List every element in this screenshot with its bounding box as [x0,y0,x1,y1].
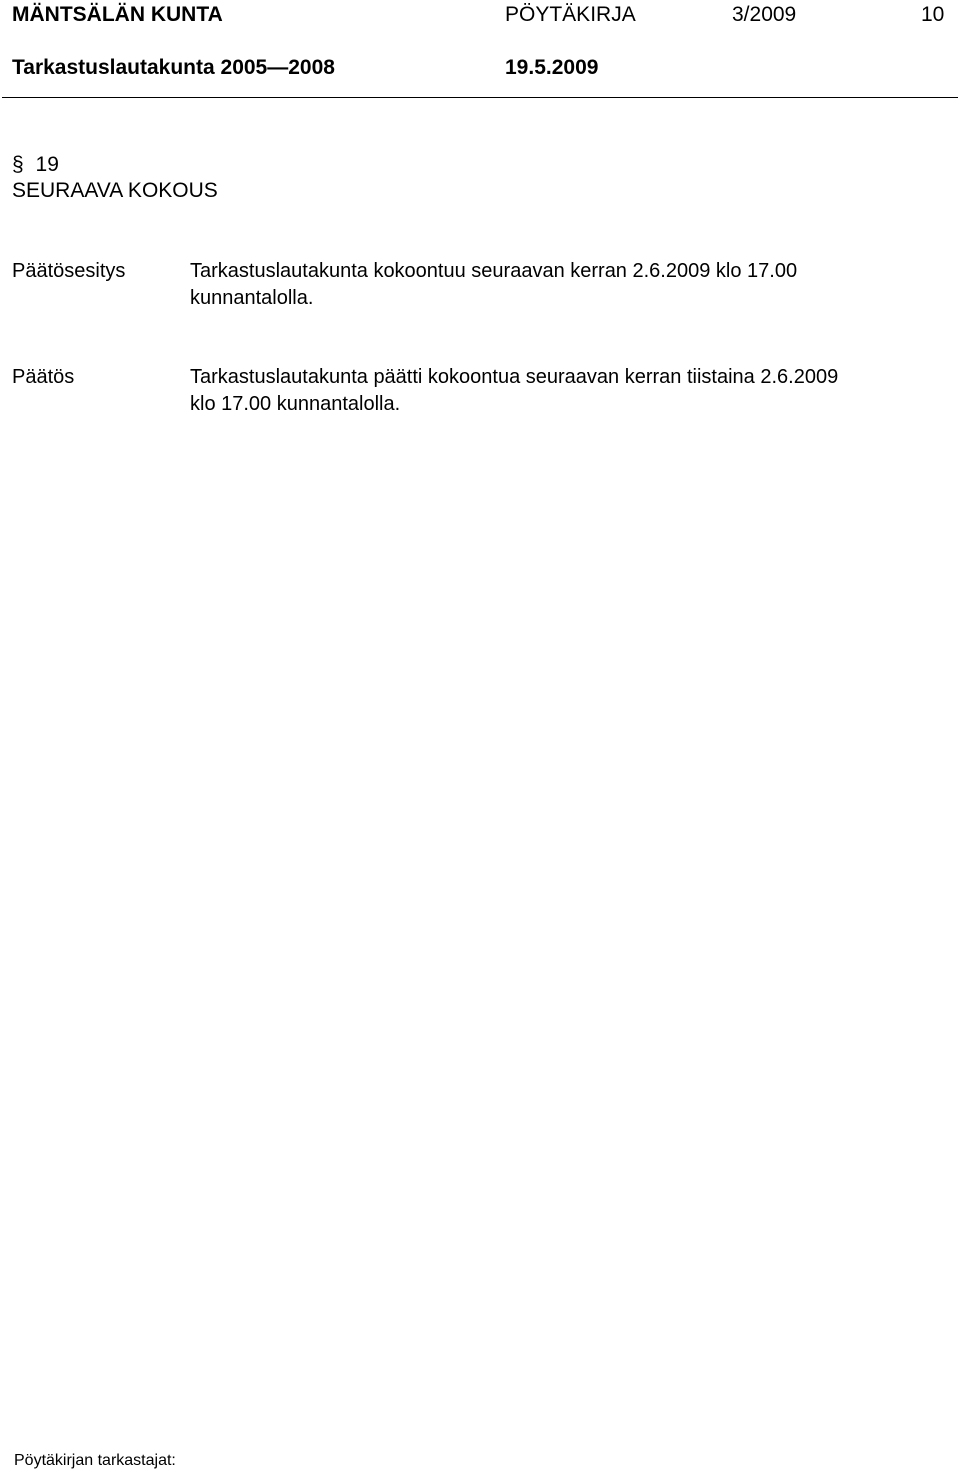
page-number: 10 [921,3,945,26]
proposal-line-2: kunnantalolla. [190,287,314,309]
decision-line-2: klo 17.00 kunnantalolla. [190,393,401,415]
section-title: SEURAAVA KOKOUS [12,179,218,202]
decision-line-1: Tarkastuslautakunta päätti kokoontua seuraavan kerran tiistaina 2.6.2009 [190,366,839,388]
footer-inspectors: Pöytäkirjan tarkastajat: [14,1452,176,1469]
section-number-line [12,152,59,178]
decision-label: Päätös [12,366,75,388]
proposal-label: Päätösesitys [12,260,126,282]
document-number: 3/2009 [732,3,797,26]
committee-name: Tarkastuslautakunta 2005—2008 [12,56,335,79]
decision-text [190,364,950,418]
proposal-line-1: Tarkastuslautakunta kokoontuu seuraavan kerran 2.6.2009 klo 17.00 [190,260,798,282]
proposal-text [190,258,950,312]
header-divider [2,97,958,98]
document-type: PÖYTÄKIRJA [505,3,636,26]
meeting-date: 19.5.2009 [505,56,599,79]
section-number: 19 [35,153,59,176]
section-symbol: § [12,153,24,176]
municipality-name: MÄNTSÄLÄN KUNTA [12,3,223,26]
